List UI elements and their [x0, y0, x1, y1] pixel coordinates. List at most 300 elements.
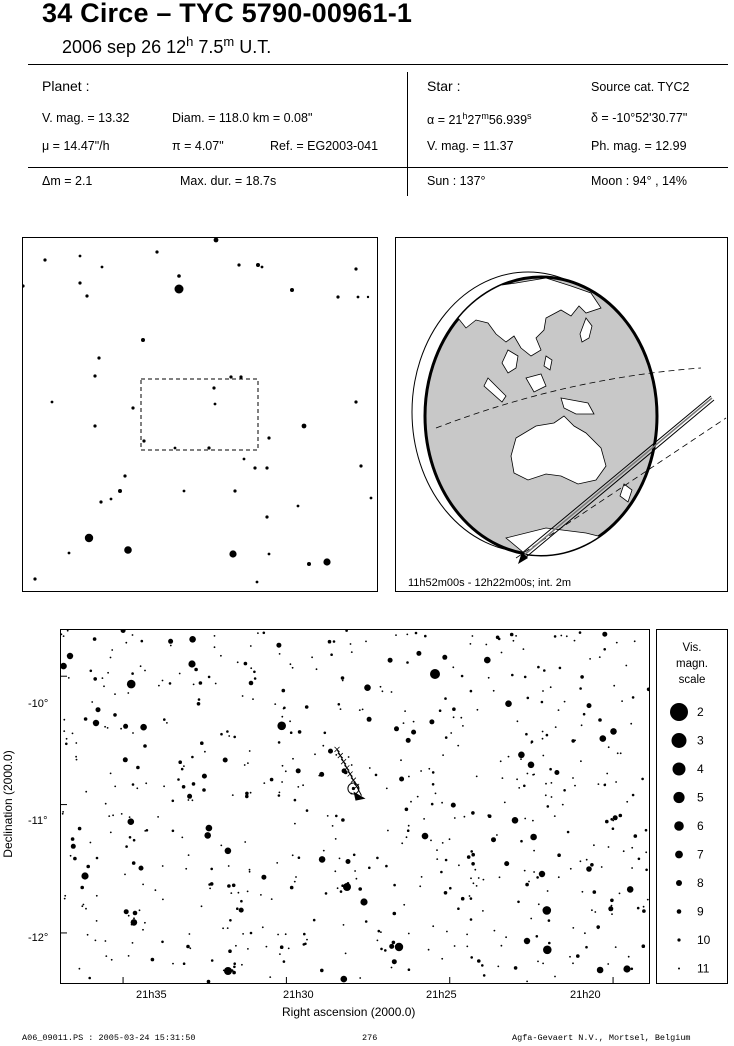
- sky-star: [597, 967, 604, 974]
- sky-star: [282, 765, 284, 767]
- sky-star: [610, 899, 614, 903]
- planet-reference: Ref. = EG2003-041: [270, 139, 379, 153]
- finder-star: [124, 546, 132, 554]
- finder-star: [354, 267, 357, 270]
- sky-star: [183, 765, 185, 767]
- sky-star: [341, 818, 345, 822]
- globe-time-caption: 11h52m00s - 12h22m00s; int. 2m: [408, 577, 572, 589]
- alpha-seconds: 56.939: [488, 113, 528, 128]
- sky-star: [638, 858, 641, 861]
- sky-star: [337, 887, 339, 889]
- sky-star: [214, 646, 216, 648]
- sky-star: [551, 782, 553, 784]
- legend-symbol: [677, 938, 680, 941]
- sky-star: [140, 665, 142, 667]
- sky-star: [328, 749, 333, 754]
- sky-star: [242, 695, 244, 697]
- sky-star: [358, 887, 362, 891]
- sky-star: [391, 967, 393, 969]
- sky-star: [350, 643, 352, 645]
- event-datetime: [62, 34, 271, 58]
- sky-star: [93, 637, 97, 641]
- finder-star: [85, 534, 93, 542]
- sky-star: [247, 891, 249, 893]
- legend-label: 7: [697, 847, 704, 862]
- sky-star: [330, 653, 333, 656]
- sky-star: [90, 670, 93, 673]
- sky-star: [341, 976, 348, 983]
- sky-star: [617, 752, 619, 754]
- sky-star: [527, 773, 529, 775]
- finder-star: [265, 515, 268, 518]
- sky-star: [482, 910, 484, 912]
- sky-star: [392, 941, 396, 945]
- finder-star: [357, 296, 360, 299]
- sky-star: [189, 947, 191, 949]
- sky-star: [294, 881, 296, 883]
- sky-star: [526, 981, 528, 983]
- x-tick-label: 21h30: [283, 989, 314, 1001]
- sky-star: [335, 754, 337, 756]
- sky-star: [393, 884, 396, 887]
- sky-star: [530, 834, 537, 841]
- sky-star: [471, 853, 475, 857]
- sky-star: [68, 677, 70, 679]
- sky-star: [105, 803, 107, 805]
- sky-star: [296, 768, 301, 773]
- sky-star: [513, 640, 515, 642]
- sky-star: [340, 708, 342, 710]
- finder-star: [142, 439, 145, 442]
- finder-star: [207, 446, 210, 449]
- legend-label: 11: [697, 961, 710, 976]
- sky-star: [65, 743, 68, 746]
- sky-star: [560, 635, 562, 637]
- sky-star: [141, 866, 143, 868]
- sky-star: [628, 956, 630, 958]
- sky-star: [386, 788, 388, 790]
- sky-star: [445, 736, 448, 739]
- finder-star: [78, 281, 81, 284]
- sky-star: [73, 857, 77, 861]
- sky-star: [245, 792, 249, 796]
- sky-star: [271, 898, 273, 900]
- sky-star: [630, 723, 632, 725]
- sky-star: [422, 833, 429, 840]
- sky-star: [399, 777, 404, 782]
- sky-star: [63, 719, 65, 721]
- sky-star: [285, 933, 287, 935]
- sky-star: [444, 891, 448, 895]
- legend-symbol: [676, 880, 682, 886]
- sky-star: [107, 672, 109, 674]
- sky-star: [484, 657, 491, 664]
- sky-star: [253, 671, 256, 674]
- sky-star: [367, 717, 372, 722]
- sky-star: [593, 844, 595, 846]
- sky-star: [86, 865, 90, 869]
- sky-star: [136, 766, 140, 770]
- sky-star: [527, 697, 530, 700]
- sky-star: [242, 933, 244, 935]
- sky-star: [226, 730, 229, 733]
- sky-star: [123, 757, 128, 762]
- sky-star: [380, 948, 383, 951]
- sky-star: [431, 803, 434, 806]
- planet-vmag: V. mag. = 13.32: [42, 111, 130, 125]
- sky-star: [385, 865, 388, 868]
- sky-star: [604, 784, 606, 786]
- finder-star: [79, 255, 82, 258]
- legend-label: 5: [697, 790, 704, 805]
- finder-star: [174, 447, 177, 450]
- sky-star: [189, 636, 196, 643]
- sky-star: [84, 717, 88, 721]
- sky-star: [582, 891, 584, 893]
- finder-star: [177, 274, 181, 278]
- sky-star: [111, 649, 113, 651]
- sky-star: [250, 932, 253, 935]
- sky-star: [458, 864, 460, 866]
- sky-star: [460, 717, 462, 719]
- sky-star: [572, 927, 574, 929]
- sky-star: [279, 953, 281, 955]
- planet-heading: Planet :: [42, 78, 90, 94]
- sky-star: [247, 948, 249, 950]
- sky-star: [236, 907, 239, 910]
- finder-star: [212, 386, 215, 389]
- sky-star: [191, 756, 194, 759]
- sky-star: [187, 794, 192, 799]
- sky-star: [351, 651, 353, 653]
- sky-star: [608, 906, 613, 911]
- sky-star-bright: [430, 669, 440, 679]
- sky-star: [298, 730, 302, 734]
- sky-star: [645, 869, 648, 872]
- sky-star: [162, 899, 164, 901]
- sky-star: [64, 895, 66, 897]
- finder-star: [302, 424, 307, 429]
- legend-label: 10: [697, 933, 711, 947]
- sky-star: [125, 845, 128, 848]
- sky-star: [210, 868, 213, 871]
- sky-star-field: [61, 630, 649, 983]
- minute-unit: m: [223, 34, 235, 49]
- sky-star: [445, 859, 448, 862]
- sky-star: [274, 703, 276, 705]
- sky-star: [328, 640, 332, 644]
- legend-symbol: [678, 968, 680, 970]
- sky-star: [131, 672, 134, 675]
- sky-star: [324, 732, 327, 735]
- sky-star: [499, 876, 501, 878]
- legend-symbol: [670, 703, 688, 721]
- sky-star: [462, 725, 464, 727]
- sky-star: [131, 919, 138, 926]
- sky-star: [353, 854, 356, 857]
- sky-star-bright: [395, 943, 403, 951]
- sky-star: [85, 791, 87, 793]
- sky-chart: [60, 629, 650, 984]
- sky-star: [570, 868, 572, 870]
- sky-star: [228, 865, 230, 867]
- sky-star: [550, 686, 552, 688]
- sky-star: [406, 738, 411, 743]
- sky-star: [457, 745, 459, 747]
- sky-star: [520, 840, 523, 843]
- sky-star: [598, 783, 600, 785]
- sky-star: [566, 635, 568, 637]
- sky-star: [440, 871, 443, 874]
- path-time-tick: [351, 778, 356, 783]
- sky-star: [428, 768, 430, 770]
- max-duration: Max. dur. = 18.7s: [180, 174, 277, 188]
- sky-star: [313, 919, 316, 922]
- sky-star: [514, 966, 518, 970]
- sky-star: [169, 682, 172, 685]
- sky-star: [262, 926, 264, 928]
- sky-star: [294, 799, 297, 802]
- sky-star: [306, 809, 309, 812]
- star-phmag: Ph. mag. = 12.99: [591, 139, 687, 153]
- sky-star: [555, 726, 557, 728]
- sky-star: [384, 949, 387, 952]
- sky-star: [181, 837, 183, 839]
- sky-star: [76, 759, 78, 761]
- sky-star: [61, 663, 67, 670]
- finder-star: [175, 285, 184, 294]
- sky-star: [198, 698, 201, 701]
- sky-star: [429, 719, 434, 724]
- sky-star: [303, 943, 306, 946]
- sky-star: [532, 820, 534, 822]
- sky-star: [132, 732, 134, 734]
- sky-star: [71, 837, 75, 841]
- sky-star: [515, 635, 517, 637]
- sky-star: [339, 858, 341, 860]
- sky-star: [316, 668, 318, 670]
- sky-star: [611, 913, 613, 915]
- sky-star: [241, 964, 243, 966]
- sky-star: [406, 634, 408, 636]
- sky-star: [88, 977, 91, 980]
- sky-star: [605, 820, 609, 824]
- path-time-tick: [344, 765, 349, 770]
- sky-star: [554, 976, 556, 978]
- sky-star: [518, 787, 520, 789]
- sky-star: [538, 903, 540, 905]
- sky-star: [497, 966, 499, 968]
- legend-label: 9: [697, 904, 704, 919]
- sky-star: [625, 665, 627, 667]
- sky-star: [391, 691, 393, 693]
- sky-star: [481, 964, 484, 967]
- finder-star: [354, 400, 357, 403]
- sky-star: [645, 851, 647, 853]
- sky-star: [132, 861, 136, 865]
- y-tick-label: -11°: [28, 815, 48, 827]
- sky-star: [238, 892, 240, 894]
- sky-star: [283, 960, 286, 963]
- sky-star: [252, 698, 254, 700]
- sky-star: [63, 730, 65, 732]
- sky-star: [144, 922, 146, 924]
- sky-star: [452, 666, 454, 668]
- sky-star: [111, 959, 113, 961]
- sky-star: [512, 817, 519, 824]
- sky-star: [598, 718, 602, 722]
- sky-star: [96, 895, 98, 897]
- sky-star: [223, 758, 228, 763]
- sky-star: [579, 687, 582, 690]
- sky-star: [179, 673, 181, 675]
- moon-info: Moon : 94° , 14%: [591, 174, 688, 188]
- finder-star: [336, 295, 339, 298]
- sky-star: [467, 855, 471, 859]
- sky-star: [525, 733, 528, 736]
- sky-star: [408, 776, 410, 778]
- sky-star: [332, 825, 334, 827]
- sky-star: [616, 642, 618, 644]
- sky-star: [359, 709, 361, 711]
- sky-star: [210, 882, 214, 886]
- sky-star: [228, 735, 230, 737]
- sky-star: [104, 726, 106, 728]
- sky-star-bright: [249, 681, 254, 686]
- sky-star: [129, 836, 132, 839]
- sky-star: [474, 869, 476, 871]
- sky-star: [123, 724, 128, 729]
- sky-star: [505, 936, 507, 938]
- sky-star: [183, 962, 186, 965]
- sky-star: [574, 740, 576, 742]
- finder-star: [68, 552, 71, 555]
- sky-star: [477, 959, 481, 963]
- sky-star: [632, 794, 635, 797]
- sky-star: [194, 668, 198, 672]
- sky-star: [569, 956, 571, 958]
- sky-star: [250, 645, 252, 647]
- finder-star: [256, 263, 260, 267]
- sky-star: [211, 959, 214, 962]
- sky-star: [642, 909, 646, 913]
- sky-star: [496, 636, 500, 640]
- sky-star: [206, 825, 213, 832]
- sky-star: [520, 758, 522, 760]
- sky-star: [295, 876, 297, 878]
- star-source-catalog: Source cat. TYC2: [591, 80, 690, 94]
- sky-star: [70, 855, 72, 857]
- sky-star: [554, 635, 557, 638]
- sky-star: [611, 905, 613, 907]
- legend-title-line: Vis.: [682, 642, 702, 654]
- magnitude-drop: Δm = 2.1: [42, 174, 93, 188]
- sky-star: [162, 680, 164, 682]
- legend-label: 2: [697, 705, 704, 719]
- sky-star: [96, 707, 101, 712]
- sky-star: [545, 794, 547, 796]
- sky-star: [378, 930, 381, 933]
- sky-star: [502, 777, 504, 779]
- sky-star: [477, 709, 479, 711]
- sky-star: [83, 904, 85, 906]
- sky-star: [244, 764, 246, 766]
- sky-star: [377, 940, 379, 942]
- sky-star: [240, 900, 243, 903]
- finder-star: [51, 401, 54, 404]
- finder-star: [359, 464, 362, 467]
- sky-star: [343, 924, 345, 926]
- sky-star: [277, 722, 286, 731]
- footer-page-number: 276: [362, 1033, 378, 1043]
- sky-star: [306, 939, 308, 941]
- sky-star: [423, 818, 425, 820]
- sky-star: [420, 770, 422, 772]
- sky-star: [207, 980, 211, 983]
- sky-star: [641, 778, 644, 781]
- sky-star: [279, 653, 281, 655]
- sky-star: [78, 827, 82, 831]
- finder-star: [268, 553, 271, 556]
- finder-star: [85, 294, 88, 297]
- finder-star: [229, 550, 236, 557]
- finder-star: [367, 296, 369, 298]
- sky-star: [247, 762, 249, 764]
- sky-star: [351, 764, 353, 766]
- sky-star: [394, 726, 399, 731]
- sky-star: [457, 907, 460, 910]
- sky-star: [67, 630, 69, 632]
- sky-star: [428, 949, 430, 951]
- sky-star: [471, 811, 475, 815]
- sky-star: [504, 861, 509, 866]
- finder-star-field: [23, 238, 377, 591]
- info-mid-rule: [28, 167, 728, 168]
- sky-star: [335, 838, 337, 840]
- sky-star-bright: [67, 653, 73, 659]
- sky-star: [525, 883, 529, 887]
- sky-star-bright: [524, 938, 530, 944]
- sky-star: [188, 854, 190, 856]
- sky-star: [449, 838, 451, 840]
- sky-star: [345, 953, 347, 955]
- sky-star: [139, 909, 141, 911]
- sky-star: [237, 661, 239, 663]
- sky-star: [401, 842, 403, 844]
- sky-star: [424, 635, 427, 638]
- sky-star: [549, 768, 552, 771]
- sky-star: [632, 696, 635, 699]
- sky-star: [128, 955, 130, 957]
- sky-star: [163, 785, 165, 787]
- sky-star: [615, 946, 617, 948]
- sky-star: [421, 876, 423, 878]
- sky-star: [311, 656, 313, 658]
- footer-file-info: A06_09011.PS : 2005-03-24 15:31:50: [22, 1033, 196, 1043]
- sky-star: [227, 884, 231, 888]
- sky-star: [155, 889, 157, 891]
- sky-star: [66, 738, 68, 740]
- sky-star: [408, 825, 410, 827]
- sky-star: [292, 854, 294, 856]
- sky-star: [554, 770, 559, 775]
- planet-diameter: Diam. = 118.0 km = 0.08": [172, 111, 313, 125]
- sky-star: [102, 677, 104, 679]
- legend-symbol: [673, 792, 684, 803]
- sky-star: [199, 681, 203, 685]
- sky-star: [112, 814, 114, 816]
- sky-star: [96, 920, 98, 922]
